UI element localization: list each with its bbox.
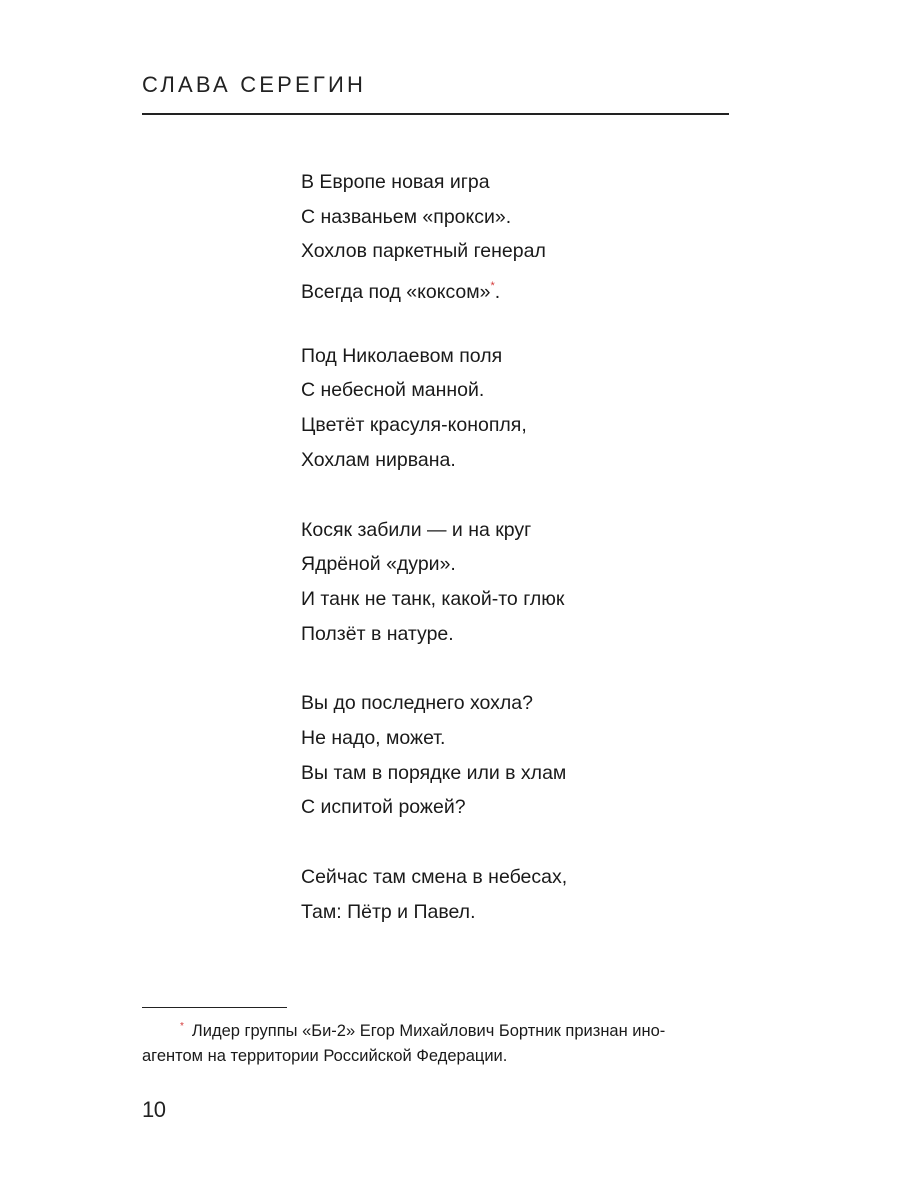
footnote-text-line-1: Лидер группы «Би-2» Егор Михайлович Бортник признан ино- [191,1022,666,1040]
poem-line: С названьем «прокси». [301,205,512,228]
poem-line: И танк не танк, какой-то глюк [301,587,565,610]
header-rule [142,113,729,115]
stanza-5 [301,860,731,929]
poem-line: С небесной манной. [301,379,485,402]
poem-line: В Европе новая игра [301,171,490,193]
poem-line: Ядрёной «дури». [301,553,456,576]
poem-line: Цветёт красуля-конопля, [301,414,527,437]
stanza-2 [301,339,731,478]
poem-line: Ползёт в натуре. [301,622,454,645]
stanza-3 [301,513,731,652]
poem-line-text: Всегда под «коксом» [301,281,491,304]
poem-line: Косяк забили — и на круг [301,518,532,541]
poem-line-tail: . [494,281,501,304]
footnote [142,1014,732,1069]
poem [301,165,731,964]
poem-line: Хохлам нирвана. [301,448,456,471]
footnote-line-1 [142,1014,732,1044]
stanza-1 [301,165,731,304]
footnote-text-line-2: агентом на территории Российской Федерации. [142,1047,508,1065]
poem-line: Вы там в порядке или в хлам [301,761,567,784]
stanza-4 [301,686,731,825]
running-head-author: СЛАВА СЕРЕГИН [142,72,367,97]
poem-line: Там: Пётр и Павел. [301,900,476,923]
poem-line-with-footnote [301,269,731,304]
poem-line: Вы до последнего хохла? [301,692,533,715]
poem-line: С испитой рожей? [301,796,466,819]
footnote-rule [142,1007,287,1008]
poem-line: Не надо, может. [301,726,446,749]
footnote-marker: * [180,1021,184,1032]
footnote-reference-marker: * [490,280,495,293]
page-number: 10 [142,1097,166,1122]
poem-line: Хохлов паркетный генерал [301,240,546,263]
poem-line: Под Николаевом поля [301,344,503,367]
poem-line: Сейчас там смена в небесах, [301,866,568,888]
